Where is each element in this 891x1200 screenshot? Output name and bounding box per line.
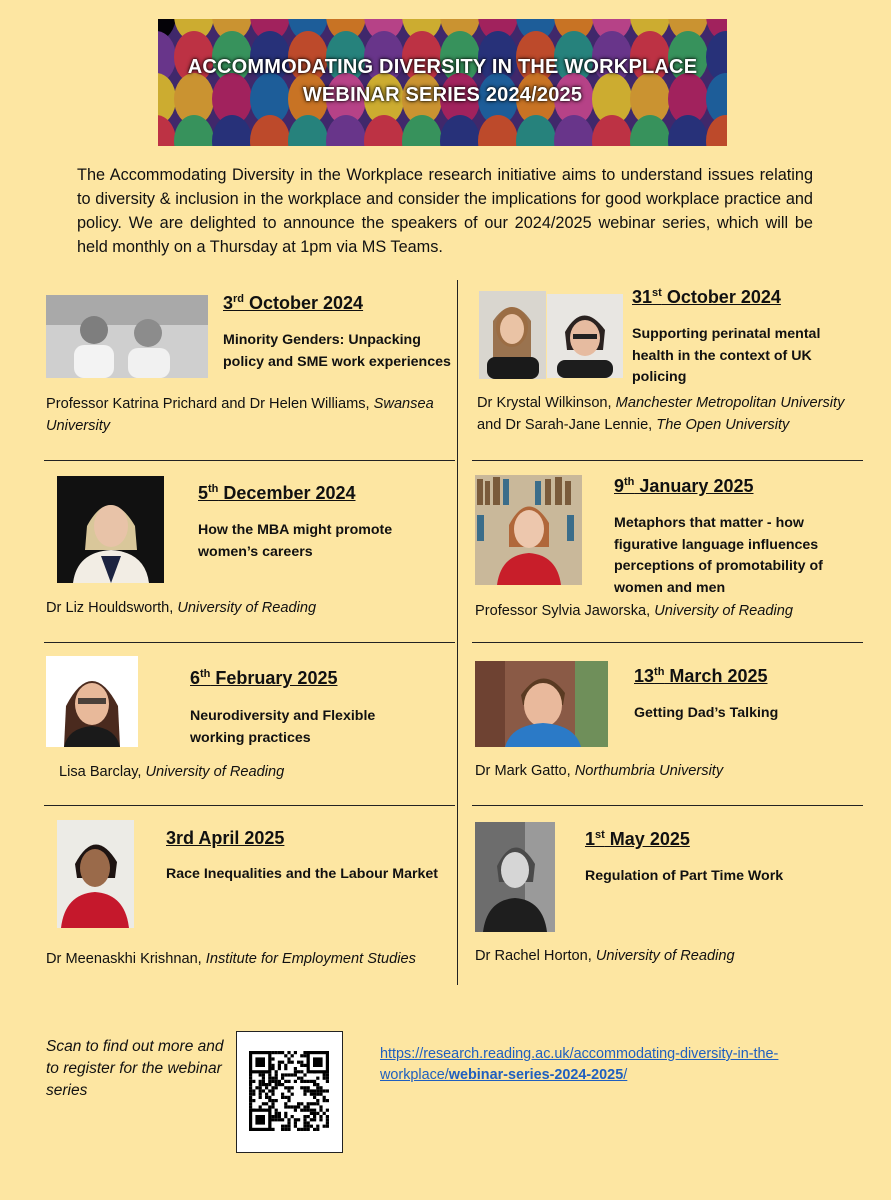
row-divider [472,460,863,461]
webinar-date: 13th March 2025 [634,666,768,686]
webinar-date: 1st May 2025 [585,829,690,849]
speaker-photo [57,476,164,583]
speaker-photo [479,291,546,379]
webinar-speaker: Dr Meenaskhi Krishnan, Institute for Employment Studies [46,951,416,967]
speaker-photo [57,820,134,928]
webinar-speaker: Dr Rachel Horton, University of Reading [475,948,735,964]
webinar-title: Minority Genders: Unpacking policy and SME work experiences [223,332,451,370]
webinar-speaker: Lisa Barclay, University of Reading [59,764,285,780]
webinar-title: Metaphors that matter - how figurative language influences perceptions of promotability of women and men [614,515,823,596]
webinar-title: Getting Dad’s Talking [634,705,779,721]
column-divider [457,280,458,985]
webinar-date: 31st October 2024 [632,287,781,307]
webinar-speaker: Professor Sylvia Jaworska, University of Reading [475,603,793,619]
webinar-title: Regulation of Part Time Work [585,868,784,884]
speaker-photo [475,475,582,585]
webinar-date: 3rd April 2025 [166,828,285,848]
webinar-title: Supporting perinatal mental health in the context of UK policing [632,326,821,385]
webinar-speaker: Dr Mark Gatto, Northumbria University [475,763,724,779]
header-banner [158,19,727,146]
qr-code[interactable] [236,1031,343,1153]
webinar-speaker: Professor Katrina Prichard and Dr Helen Williams, Swansea University [46,396,434,434]
webinar-speaker: Dr Krystal Wilkinson, Manchester Metropolitan University and Dr Sarah-Jane Lennie, The Open University [477,395,845,433]
webinar-title: Race Inequalities and the Labour Market [166,866,438,882]
webinar-date: 5th December 2024 [198,483,356,503]
speaker-photo [547,294,623,378]
speaker-photo [475,822,555,932]
row-divider [472,805,863,806]
faces-collage-image [158,19,727,146]
webinar-speaker: Dr Liz Houldsworth, University of Reading [46,600,317,616]
webinar-date: 9th January 2025 [614,476,754,496]
speaker-photo [475,661,608,747]
speaker-photo [46,295,208,378]
row-divider [44,642,455,643]
webinar-date: 3rd October 2024 [223,293,364,313]
banner-title-line2: WEBINAR SERIES 2024/2025 [302,84,583,106]
webinar-series-link[interactable]: https://research.reading.ac.uk/accommodating-diversity-in-the-workplace/webinar-series-2024-2025/ [380,1046,779,1083]
intro-paragraph: The Accommodating Diversity in the Workplace research initiative aims to understand issues relating to diversity & inclusion in the workplace and consider the implications for good workplace practice and policy. We are delighted to announce the speakers of our 2024/2025 webinar series, which will be held monthly on a Thursday at 1pm via MS Teams. [77,166,813,256]
banner-title-line1: ACCOMMODATING DIVERSITY IN THE WORKPLACE [187,56,698,78]
webinar-title: Neurodiversity and Flexible working practices [190,708,376,746]
qr-code-icon [249,1051,329,1131]
row-divider [472,642,863,643]
speaker-photo [46,656,138,747]
row-divider [44,460,455,461]
webinar-date: 6th February 2025 [190,668,338,688]
scan-instructions: Scan to find out more and to register for the webinar series [46,1038,224,1099]
webinar-title: How the MBA might promote women’s careers [198,522,393,560]
row-divider [44,805,455,806]
